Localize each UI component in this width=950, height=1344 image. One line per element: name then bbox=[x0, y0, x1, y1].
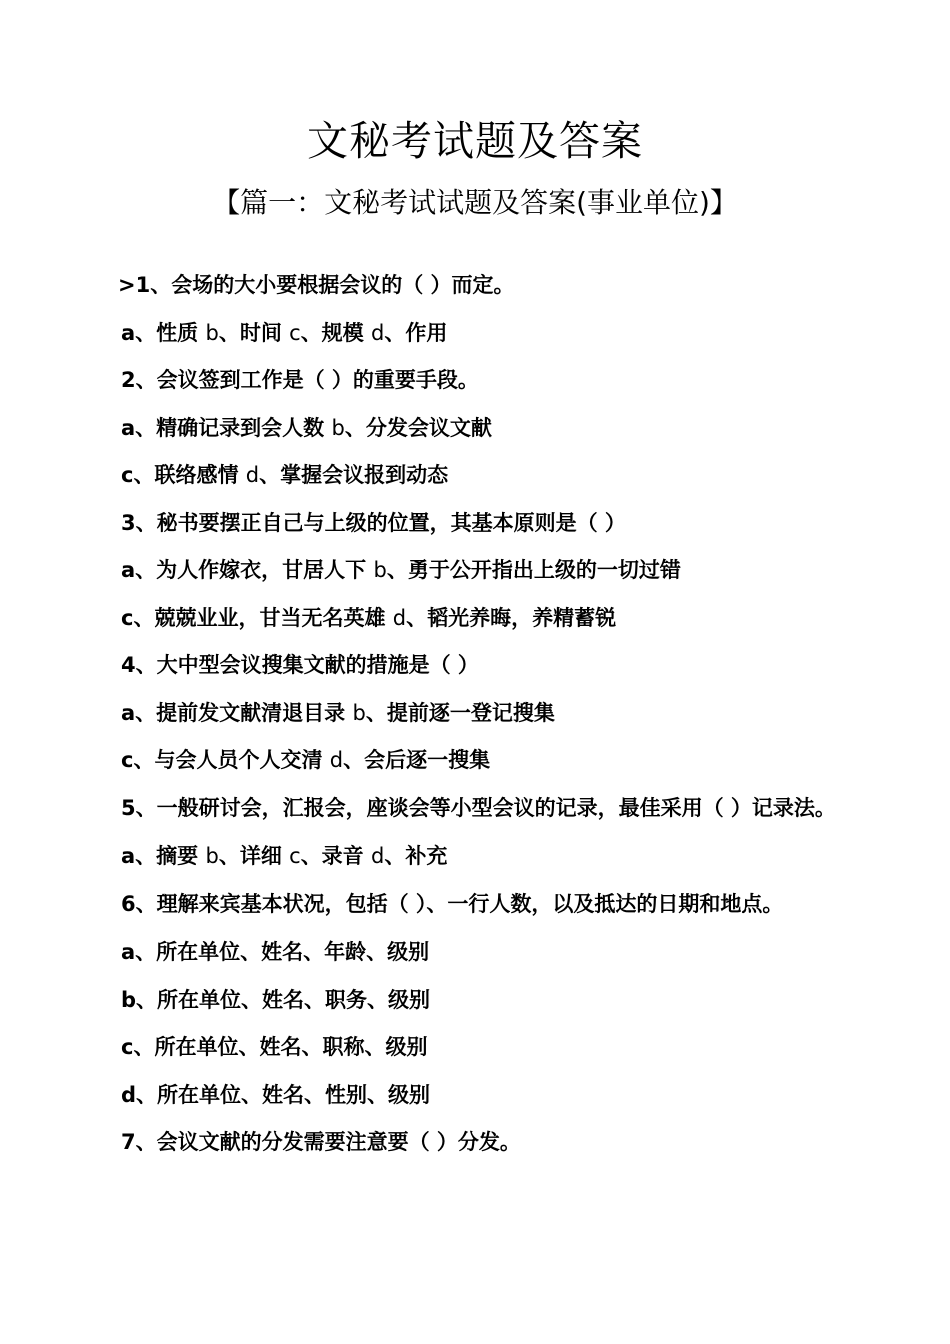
document-subtitle: 【篇一：文秘考试试题及答案(事业单位)】 bbox=[212, 186, 738, 219]
question-3: 3、秘书要摆正自己与上级的位置，其基本原则是（ ） bbox=[121, 510, 626, 535]
question-6-option-c: c、所在单位、姓名、职称、级别 bbox=[121, 1035, 428, 1059]
question-5: 5、一般研讨会，汇报会，座谈会等小型会议的记录，最佳采用（ ）记录法。 bbox=[121, 795, 836, 820]
question-6-option-a: a、所在单位、姓名、年龄、级别 bbox=[121, 940, 430, 964]
question-4-options-cd: c、与会人员个人交清 d、会后逐一搜集 bbox=[121, 748, 491, 772]
question-6-option-d: d、所在单位、姓名、性别、级别 bbox=[121, 1082, 431, 1107]
document-title: 文秘考试题及答案 bbox=[307, 117, 643, 165]
question-2-options-cd: c、联络感情 d、掌握会议报到动态 bbox=[121, 463, 449, 487]
question-6-option-b: b、所在单位、姓名、职务、级别 bbox=[121, 987, 431, 1012]
question-3-options-ab: a、为人作嫁衣，甘居人下 b、勇于公开指出上级的一切过错 bbox=[121, 558, 681, 582]
question-2: 2、会议签到工作是（ ）的重要手段。 bbox=[121, 368, 479, 392]
question-1: >1、会场的大小要根据会议的（ ）而定。 bbox=[118, 273, 515, 297]
question-5-options: a、摘要 b、详细 c、录音 d、补充 bbox=[121, 844, 448, 868]
question-4: 4、大中型会议搜集文献的措施是（ ） bbox=[121, 653, 479, 677]
question-6: 6、理解来宾基本状况，包括（ ）、一行人数，以及抵达的日期和地点。 bbox=[121, 891, 784, 916]
question-2-options-ab: a、精确记录到会人数 b、分发会议文献 bbox=[121, 415, 492, 440]
question-4-options-ab: a、提前发文献清退目录 b、提前逐一登记搜集 bbox=[121, 700, 555, 725]
question-7: 7、会议文献的分发需要注意要（ ）分发。 bbox=[121, 1130, 521, 1154]
question-1-options: a、性质 b、时间 c、规模 d、作用 bbox=[121, 320, 448, 345]
question-list bbox=[118, 270, 838, 1175]
question-3-options-cd: c、兢兢业业，甘当无名英雄 d、韬光养晦，养精蓄锐 bbox=[121, 605, 617, 630]
